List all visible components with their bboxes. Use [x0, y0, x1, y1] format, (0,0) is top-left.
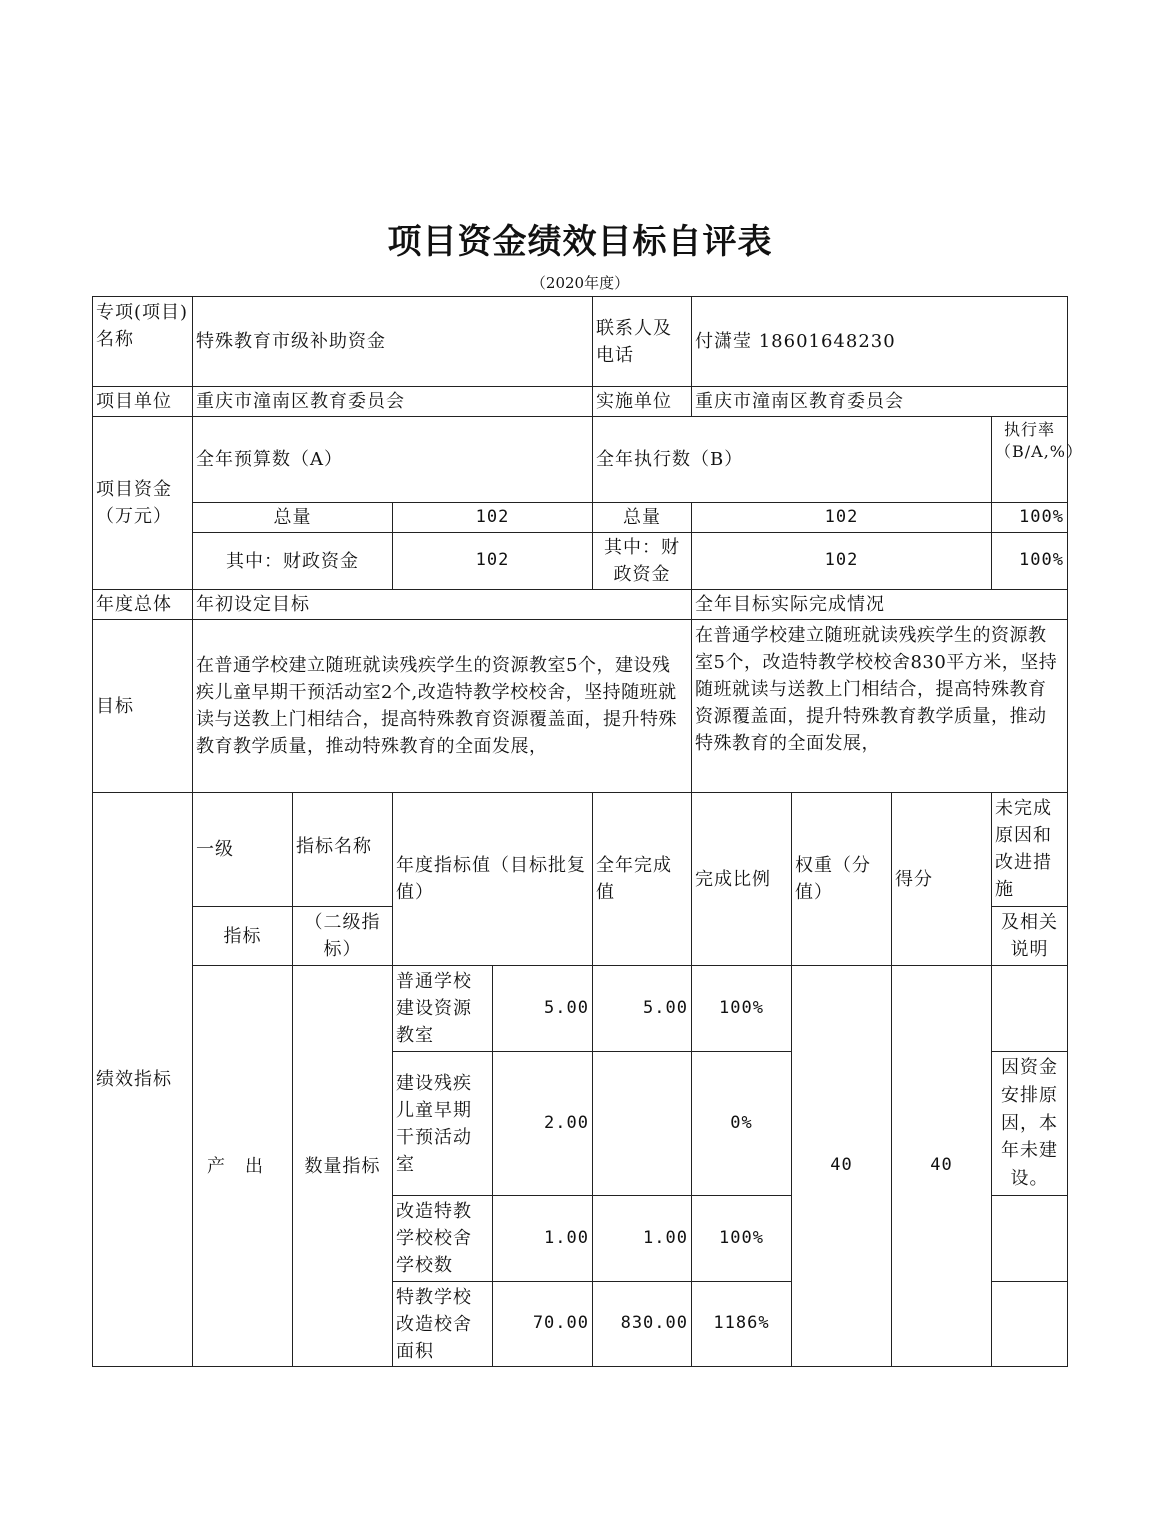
- indicator-target: 70.00: [492, 1281, 593, 1367]
- perf-label: 绩效指标: [92, 792, 193, 1367]
- indicator-reason: [991, 1281, 1068, 1367]
- header-actual: 全年完成值: [592, 792, 692, 966]
- project-unit-value: 重庆市潼南区教育委员会: [192, 386, 593, 417]
- budget-label: 全年预算数（A）: [192, 416, 593, 503]
- indicator-actual: 5.00: [592, 965, 692, 1052]
- header-reason-b: 及相关说明: [991, 906, 1068, 966]
- header-level1: 一级: [192, 792, 293, 907]
- total-budget: 102: [392, 502, 593, 533]
- header-name: 指标名称: [292, 792, 393, 907]
- indicator-name: 特教学校改造校舍面积: [392, 1281, 493, 1367]
- indicator-reason: 因资金安排原因，本年未建设。: [991, 1051, 1068, 1196]
- project-name-value: 特殊教育市级补助资金: [192, 296, 593, 387]
- indicator-target: 1.00: [492, 1195, 593, 1282]
- project-unit-label: 项目单位: [92, 386, 193, 417]
- indicator-ratio: 100%: [691, 1195, 792, 1282]
- initial-target-label: 年初设定目标: [192, 589, 692, 620]
- indicator-ratio: 0%: [691, 1051, 792, 1196]
- year-label: （2020年度）: [530, 274, 630, 292]
- indicator-ratio: 1186%: [691, 1281, 792, 1367]
- contact-value: 付潇莹 18601648230: [691, 296, 1068, 387]
- total-exec-label: 总量: [592, 502, 692, 533]
- indicator-actual: 1.00: [592, 1195, 692, 1282]
- fiscal-rate: 100%: [991, 532, 1068, 590]
- indicator-name: 改造特教学校校舍学校数: [392, 1195, 493, 1282]
- project-name-label: 专项(项目)名称: [92, 296, 193, 387]
- indicator-target: 2.00: [492, 1051, 593, 1196]
- total-exec: 102: [691, 502, 992, 533]
- annual-label-1: 年度总体: [92, 589, 193, 620]
- fiscal-exec-label: 其中：财政资金: [592, 532, 692, 590]
- actual-target-text: 在普通学校建立随班就读残疾学生的资源教室5个，改造特教学校校舍830平方米，坚持随班就读与送教上门相结合，提高特殊教育资源覆盖面，提升特殊教育教学质量，推动特殊教育的全面发展，: [691, 619, 1068, 793]
- indicator-actual: [592, 1051, 692, 1196]
- header-score: 得分: [891, 792, 992, 966]
- total-label: 总量: [192, 502, 393, 533]
- level2-quantity: 数量指标: [292, 965, 393, 1367]
- fiscal-exec: 102: [691, 532, 992, 590]
- fiscal-label: 其中：财政资金: [192, 532, 393, 590]
- level1-output: 产 出: [192, 965, 293, 1367]
- initial-target-text: 在普通学校建立随班就读残疾学生的资源教室5个，建设残疾儿童早期干预活动室2个,改造特教学校校舍，坚持随班就读与送教上门相结合，提高特殊教育资源覆盖面，提升特殊教育教学质量，推动特殊教育的全面发展，: [192, 619, 692, 793]
- indicator-actual: 830.00: [592, 1281, 692, 1367]
- actual-target-label: 全年目标实际完成情况: [691, 589, 1068, 620]
- score-value: 40: [891, 965, 992, 1367]
- indicator-ratio: 100%: [691, 965, 792, 1052]
- indicator-name: 普通学校建设资源教室: [392, 965, 493, 1052]
- contact-label: 联系人及电话: [592, 296, 692, 387]
- header-ratio: 完成比例: [691, 792, 792, 966]
- indicator-target: 5.00: [492, 965, 593, 1052]
- page-title: 项目资金绩效目标自评表: [387, 222, 773, 262]
- annual-label-2: 目标: [92, 619, 193, 793]
- evaluation-table: [92, 296, 1083, 1367]
- total-rate: 100%: [991, 502, 1068, 533]
- exec-label: 全年执行数（B）: [592, 416, 992, 503]
- funds-label: 项目资金（万元）: [92, 416, 193, 590]
- indicator-name: 建设残疾儿童早期干预活动室: [392, 1051, 493, 1196]
- rate-label: 执行率（B/A,%）: [991, 416, 1068, 503]
- header-reason: 未完成原因和改进措施: [991, 792, 1068, 907]
- fiscal-budget: 102: [392, 532, 593, 590]
- header-level1-b: 指标: [192, 906, 293, 966]
- impl-unit-value: 重庆市潼南区教育委员会: [691, 386, 1068, 417]
- header-target: 年度指标值（目标批复值）: [392, 792, 593, 966]
- impl-unit-label: 实施单位: [592, 386, 692, 417]
- weight-value: 40: [791, 965, 892, 1367]
- header-name-b: （二级指标）: [292, 906, 393, 966]
- indicator-reason: [991, 1195, 1068, 1282]
- header-weight: 权重（分值）: [791, 792, 892, 966]
- indicator-reason: [991, 965, 1068, 1052]
